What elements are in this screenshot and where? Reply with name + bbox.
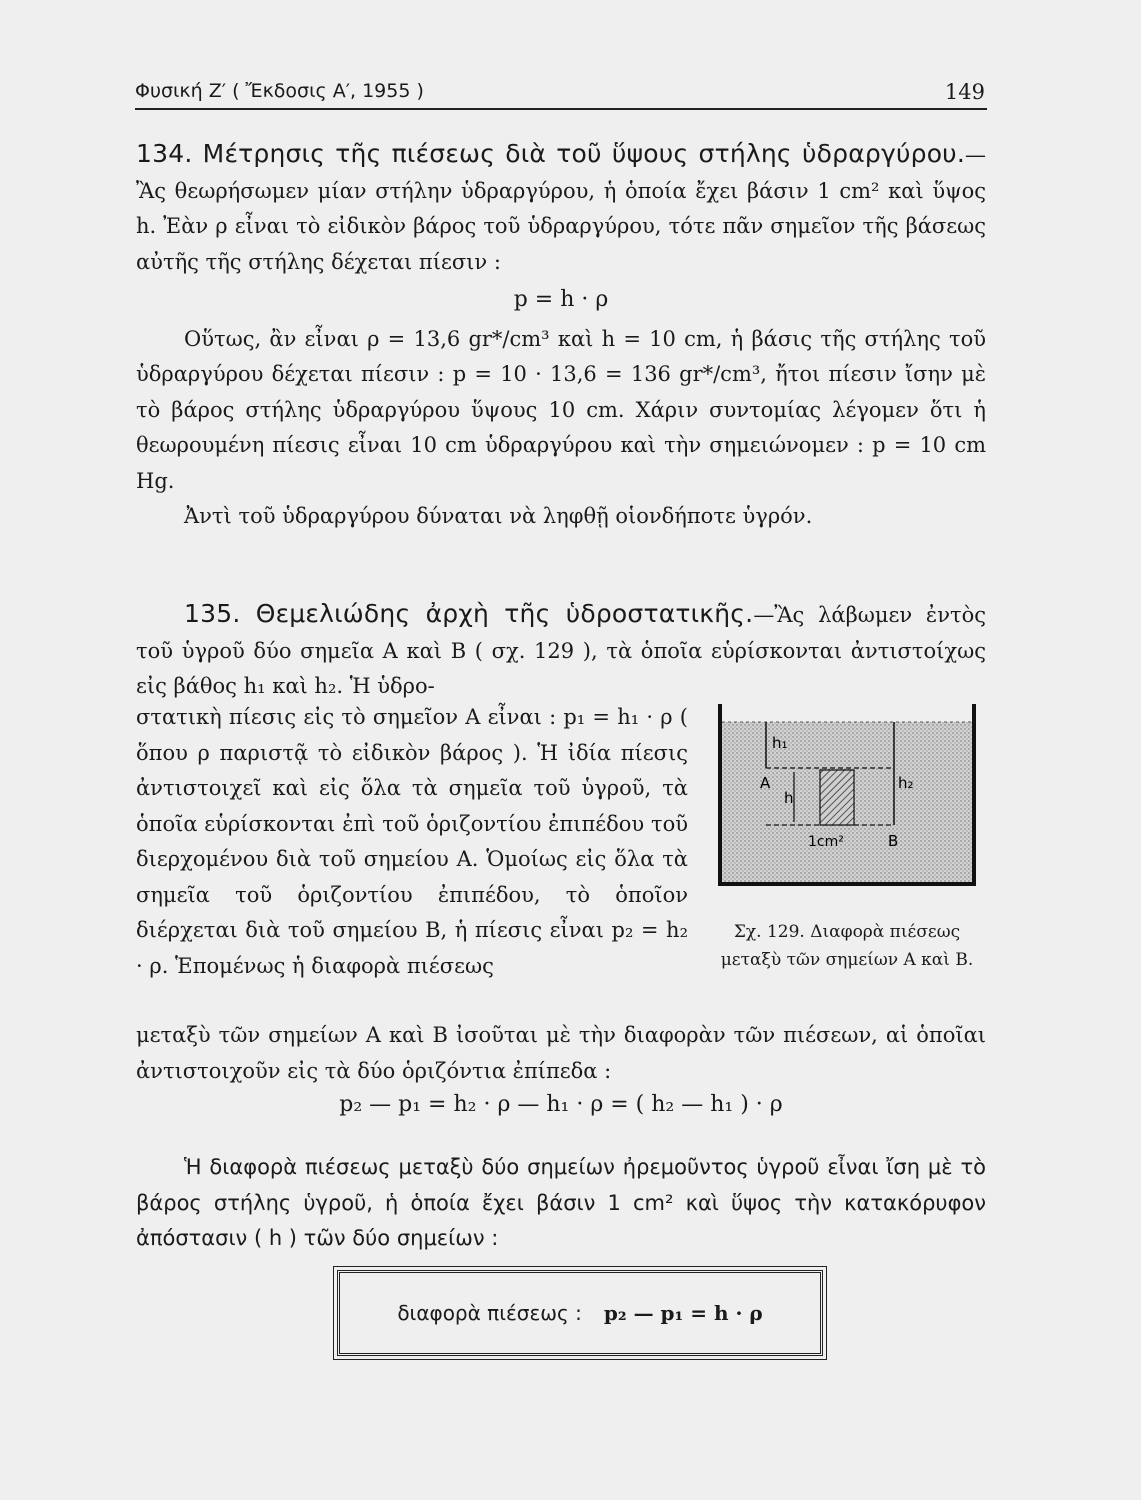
label-h: h (784, 789, 794, 807)
label-a: A (760, 774, 771, 792)
running-header (135, 78, 987, 110)
label-h2: h₂ (898, 774, 914, 792)
boxed-result (337, 1270, 823, 1356)
running-title: Φυσική Ζ′ ( Ἔκδοσις Α′, 1955 ) (135, 80, 424, 102)
formula-pressure-difference: p₂ — p₁ = h₂ · ρ — h₁ · ρ = ( h₂ — h₁ ) · ρ (339, 1092, 783, 1117)
section-135-continuation: μεταξὺ τῶν σημείων Α καὶ Β ἰσοῦται μὲ τὴν διαφορὰν τῶν πιέσεων, αἱ ὁποῖαι ἀντιστοιχοῦν εἰς τὰ δύο ὁριζόντια ἐπίπεδα : (136, 1023, 986, 1083)
section-134-paragraph (136, 136, 986, 280)
boxed-equation: p₂ — p₁ = h · ρ (603, 1301, 763, 1325)
section-135-intro-text: —Ἂς λάβωμεν ἐντὸς τοῦ ὑγροῦ δύο σημεῖα Α καὶ Β ( σχ. 129 ), τὰ ὁποῖα εὑρίσκονται ἀντιστοίχως εἰς βάθος h₁ καὶ h₂. Ἡ ὑδρο- (136, 603, 986, 698)
section-135-wrapped-text: στατικὴ πίεσις εἰς τὸ σημεῖον Α εἶναι : p₁ = h₁ · ρ ( ὅπου ρ παριστᾷ τὸ εἰδικὸν βάρος ). Ἡ ἰδία πίεσις ἀντιστοιχεῖ καὶ εἰς ὅλα τὰ σημεῖα τοῦ ὑγροῦ, τὰ ὁποῖα εὑρίσκονται ἐπὶ τοῦ ὁριζοντίου ἐπιπέδου τοῦ διερχομένου διὰ τοῦ σημείου Α. Ὁμοίως εἰς ὅλα τὰ σημεῖα τοῦ ὁριζοντίου ἐπιπέδου, τὸ ὁποῖον διέρχεται διὰ τοῦ σημείου Β, ἡ πίεσις εἶναι p₂ = h₂ · ρ. Ἑπομένως ἡ διαφορὰ πιέσεως (136, 705, 688, 978)
section-135-heading: 135. Θεμελιώδης ἀρχὴ τῆς ὑδροστατικῆς. (184, 599, 754, 628)
vessel-diagram (716, 700, 978, 890)
formula-p-h-rho: p = h · ρ (513, 287, 609, 312)
label-h1: h₁ (772, 734, 788, 752)
section-135-summary: Ἡ διαφορὰ πιέσεως μεταξὺ δύο σημείων ἠρεμοῦντος ὑγροῦ εἶναι ἴση μὲ τὸ βάρος στήλης ὑγροῦ, ἡ ὁποία ἔχει βάσιν 1 cm² καὶ ὕψος τὴν κατακόρυφον ἀπόστασιν ( h ) τῶν δύο σημείων : (136, 1155, 986, 1250)
figure-caption: Σχ. 129. Διαφορὰ πιέσεως μεταξὺ τῶν σημείων Α καὶ Β. (720, 922, 974, 970)
label-area: 1cm² (808, 834, 844, 850)
section-134-para3: Ἀντὶ τοῦ ὑδραργύρου δύναται νὰ ληφθῇ οἱονδήποτε ὑγρόν. (184, 504, 813, 528)
page-number: 149 (944, 80, 985, 104)
section-134-heading: 134. Μέτρησις τῆς πιέσεως διὰ τοῦ ὕψους στήλης ὑδραργύρου. (136, 139, 965, 168)
column-1cm2 (820, 770, 854, 825)
figure-129 (716, 700, 978, 890)
section-135-intro (136, 596, 986, 705)
label-b: B (888, 832, 899, 850)
section-134 (136, 136, 986, 535)
section-134-para2: Οὕτως, ἂν εἶναι ρ = 13,6 gr*/cm³ καὶ h = 10 cm, ἡ βάσις τῆς στήλης τοῦ ὑδραργύρου δέχεται πίεσιν : p = 10 · 13,6 = 136 gr*/cm³, ἤτοι πίεσιν ἴσην μὲ τὸ βάρος στήλης ὑδραργύρου ὕψους 10 cm. Χάριν συντομίας λέγομεν ὅτι ἡ θεωρουμένη πίεσις εἶναι 10 cm ὑδραργύρου καὶ τὴν σημειώνομεν : p = 10 cm Hg. (136, 326, 986, 493)
boxed-label: διαφορὰ πιέσεως : (397, 1301, 582, 1325)
section-134-para1: —Ἂς θεωρήσωμεν μίαν στήλην ὑδραργύρου, ἡ ὁποία ἔχει βάσιν 1 cm² καὶ ὕψος h. Ἐὰν ρ εἶναι τὸ εἰδικὸν βάρος τοῦ ὑδραργύρου, τότε πᾶν σημεῖον τῆς βάσεως αὐτῆς τῆς στήλης δέχεται πίεσιν : (136, 143, 986, 274)
